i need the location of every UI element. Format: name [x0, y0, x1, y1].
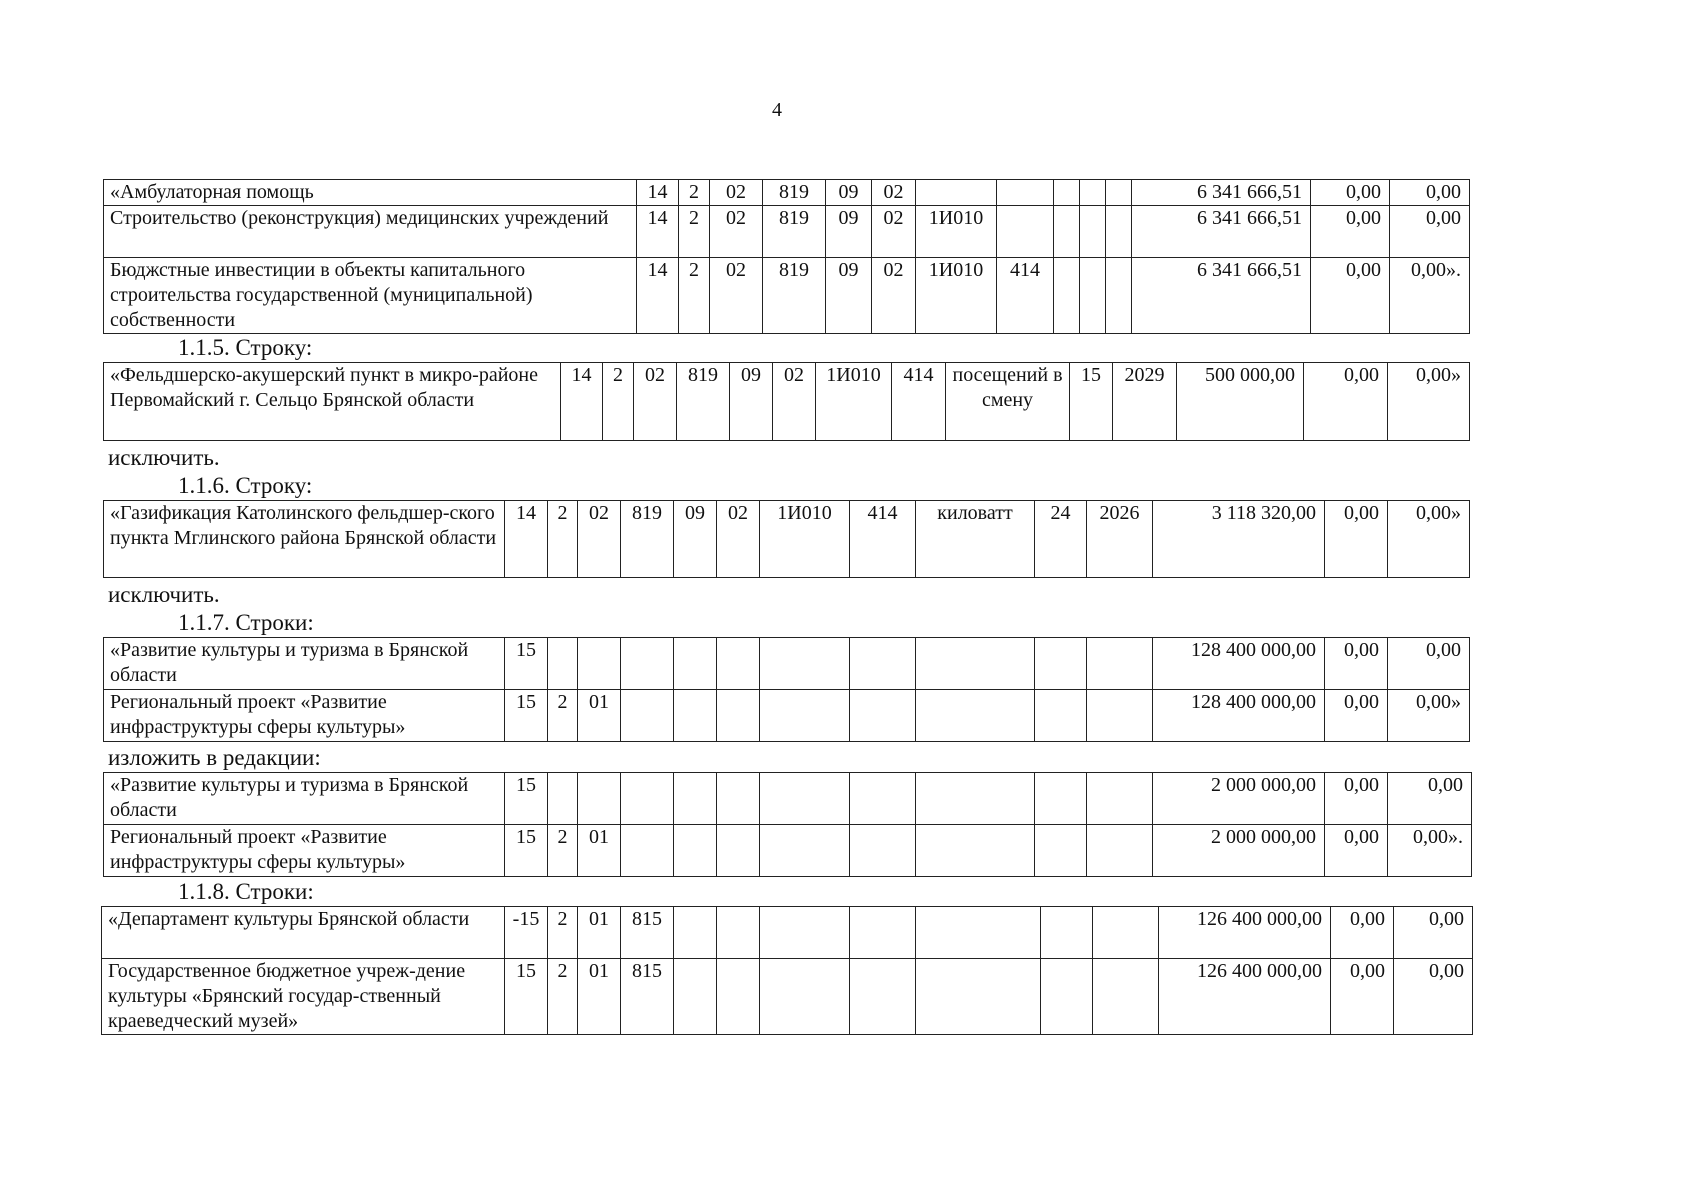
cell-code: 1И010: [916, 206, 997, 258]
cell-amount: 6 341 666,51: [1132, 258, 1311, 334]
cell-code: [1035, 773, 1087, 825]
cell-code: [997, 206, 1054, 258]
cell-code: [1087, 690, 1153, 742]
cell-code: [1035, 638, 1087, 690]
cell-amount: 126 400 000,00: [1159, 959, 1331, 1035]
cell-code: [916, 638, 1035, 690]
cell-code: [578, 773, 621, 825]
cell-amount: 0,00: [1325, 825, 1388, 877]
cell-code: [850, 690, 916, 742]
cell-code: [717, 638, 760, 690]
cell-code: 14: [561, 363, 603, 441]
section-heading-1-1-8: 1.1.8. Строки:: [178, 879, 314, 904]
cell-amount: 0,00: [1388, 638, 1470, 690]
cell-code: [621, 773, 674, 825]
cell-amount: 0,00: [1325, 501, 1388, 578]
row-name: Государственное бюджетное учреж-дение культуры «Брянский государ-ственный краеведческий музей»: [102, 959, 505, 1035]
cell-code: 2: [548, 825, 578, 877]
cell-code: 414: [997, 258, 1054, 334]
cell-amount: 0,00: [1394, 959, 1473, 1035]
cell-code: [1080, 180, 1106, 206]
cell-code: 02: [578, 501, 621, 578]
cell-code: [717, 825, 760, 877]
cell-code: [1087, 638, 1153, 690]
cell-code: [916, 825, 1035, 877]
cell-code: [717, 773, 760, 825]
cell-code: 09: [826, 180, 872, 206]
cell-code: 819: [621, 501, 674, 578]
cell-code: [760, 959, 850, 1035]
row-name: «Фельдшерско-акушерский пункт в микро-районе Первомайский г. Сельцо Брянской области: [104, 363, 561, 441]
table-row: [104, 690, 1470, 742]
cell-code: [1041, 959, 1093, 1035]
cell-amount: 0,00: [1331, 907, 1394, 959]
cell-code: [1054, 258, 1080, 334]
cell-code: [1106, 180, 1132, 206]
cell-code: 09: [826, 258, 872, 334]
section-heading-1-1-6: 1.1.6. Строку:: [178, 473, 313, 498]
cell-amount: 0,00: [1311, 206, 1390, 258]
cell-code: 15: [505, 773, 548, 825]
budget-table-culture-old: [103, 637, 1470, 742]
table-row: [104, 180, 1470, 206]
cell-code: [916, 690, 1035, 742]
cell-code: 02: [872, 206, 916, 258]
cell-code: [548, 638, 578, 690]
cell-code: 2: [548, 907, 578, 959]
cell-code: 2026: [1087, 501, 1153, 578]
cell-amount: 0,00: [1394, 907, 1473, 959]
section-heading-1-1-7: 1.1.7. Строки:: [178, 610, 314, 635]
table-row: [104, 638, 1470, 690]
cell-code: 2: [548, 501, 578, 578]
table-row: [104, 825, 1472, 877]
cell-amount: 500 000,00: [1177, 363, 1304, 441]
cell-code: 2: [548, 959, 578, 1035]
cell-code: [997, 180, 1054, 206]
cell-code: 2: [679, 206, 710, 258]
cell-code: 15: [505, 959, 548, 1035]
cell-code: [674, 825, 717, 877]
cell-code: [916, 959, 1041, 1035]
cell-code: 815: [621, 907, 674, 959]
cell-code: [717, 907, 760, 959]
row-name: «Газификация Католинского фельдшер-ского пункта Мглинского района Брянской области: [104, 501, 505, 578]
table-row: [104, 773, 1472, 825]
cell-amount: 2 000 000,00: [1153, 825, 1325, 877]
cell-code: 414: [850, 501, 916, 578]
cell-code: [1054, 206, 1080, 258]
cell-amount: 0,00: [1325, 773, 1388, 825]
cell-code: [1035, 690, 1087, 742]
cell-code: [621, 690, 674, 742]
cell-amount: 3 118 320,00: [1153, 501, 1325, 578]
cell-code: [1080, 258, 1106, 334]
cell-code: [850, 638, 916, 690]
cell-code: [548, 773, 578, 825]
cell-code: 01: [578, 959, 621, 1035]
cell-code: [850, 907, 916, 959]
table-row: [104, 363, 1470, 441]
cell-amount: 2 000 000,00: [1153, 773, 1325, 825]
cell-code: 1И010: [916, 258, 997, 334]
cell-code: 09: [674, 501, 717, 578]
budget-table-culture-new: [103, 772, 1472, 877]
cell-code: [760, 690, 850, 742]
cell-code: 15: [505, 825, 548, 877]
cell-code: [1093, 907, 1159, 959]
cell-code: 02: [710, 206, 763, 258]
cell-code: [1080, 206, 1106, 258]
table-row: [104, 206, 1470, 258]
cell-code: 2: [679, 180, 710, 206]
cell-amount: 0,00».: [1390, 258, 1470, 334]
cell-code: [1035, 825, 1087, 877]
cell-code: [1087, 825, 1153, 877]
cell-amount: 128 400 000,00: [1153, 690, 1325, 742]
cell-code: 14: [637, 180, 679, 206]
section-heading-1-1-5: 1.1.5. Строку:: [178, 335, 313, 360]
cell-code: 02: [773, 363, 816, 441]
cell-amount: 0,00».: [1388, 825, 1472, 877]
cell-code: 15: [505, 638, 548, 690]
cell-code: 02: [634, 363, 677, 441]
cell-code: [760, 825, 850, 877]
budget-table-feldsher-point: [103, 362, 1470, 441]
cell-code: 09: [826, 206, 872, 258]
exclude-text: исключить.: [108, 582, 220, 607]
cell-code: 15: [505, 690, 548, 742]
cell-code: 2: [548, 690, 578, 742]
cell-code: 15: [1070, 363, 1113, 441]
budget-table-culture-department: [101, 906, 1473, 1035]
cell-amount: 0,00: [1304, 363, 1388, 441]
cell-amount: 0,00: [1388, 773, 1472, 825]
cell-code: [916, 907, 1041, 959]
cell-code: 01: [578, 690, 621, 742]
row-name: «Амбулаторная помощь: [104, 180, 637, 206]
cell-code: [760, 773, 850, 825]
cell-amount: 0,00: [1390, 180, 1470, 206]
cell-code: 2: [603, 363, 634, 441]
restate-text: изложить в редакции:: [108, 745, 321, 770]
cell-code: 09: [730, 363, 773, 441]
cell-code: 819: [677, 363, 730, 441]
cell-code: [760, 907, 850, 959]
cell-amount: 0,00: [1325, 690, 1388, 742]
cell-code: [621, 638, 674, 690]
cell-code: 1И010: [816, 363, 892, 441]
cell-unit: киловатт: [916, 501, 1035, 578]
cell-code: 819: [763, 180, 826, 206]
cell-code: 414: [892, 363, 946, 441]
cell-amount: 0,00»: [1388, 690, 1470, 742]
cell-code: [578, 638, 621, 690]
cell-code: [916, 773, 1035, 825]
cell-amount: 0,00: [1390, 206, 1470, 258]
cell-code: 14: [637, 206, 679, 258]
cell-code: 02: [717, 501, 760, 578]
cell-code: 02: [872, 258, 916, 334]
cell-code: [674, 907, 717, 959]
budget-table-ambulatory: [103, 179, 1470, 334]
cell-code: [1041, 907, 1093, 959]
cell-code: [1054, 180, 1080, 206]
table-row: [104, 501, 1470, 578]
cell-amount: 6 341 666,51: [1132, 180, 1311, 206]
cell-code: [674, 638, 717, 690]
cell-code: 815: [621, 959, 674, 1035]
budget-table-gasification: [103, 500, 1470, 578]
row-name: Строительство (реконструкция) медицинских учреждений: [104, 206, 637, 258]
table-row: [104, 258, 1470, 334]
cell-code: 2: [679, 258, 710, 334]
page-number: 4: [772, 99, 782, 121]
cell-code: [850, 959, 916, 1035]
cell-amount: 0,00»: [1388, 363, 1470, 441]
cell-code: [850, 825, 916, 877]
cell-code: 1И010: [760, 501, 850, 578]
cell-code: [621, 825, 674, 877]
cell-code: [717, 690, 760, 742]
cell-code: 02: [710, 258, 763, 334]
cell-code: 819: [763, 258, 826, 334]
table-row: [102, 907, 1473, 959]
row-name: Региональный проект «Развитие инфраструктуры сферы культуры»: [104, 690, 505, 742]
cell-code: 02: [872, 180, 916, 206]
cell-amount: 6 341 666,51: [1132, 206, 1311, 258]
cell-code: 819: [763, 206, 826, 258]
exclude-text: исключить.: [108, 445, 220, 470]
cell-code: [1093, 959, 1159, 1035]
cell-code: 2029: [1113, 363, 1177, 441]
row-name: Региональный проект «Развитие инфраструктуры сферы культуры»: [104, 825, 505, 877]
row-name: Бюджстные инвестиции в объекты капитального строительства государственной (муниципальной) собственности: [104, 258, 637, 334]
cell-amount: 0,00: [1311, 180, 1390, 206]
cell-code: [674, 773, 717, 825]
row-name: «Развитие культуры и туризма в Брянской области: [104, 773, 505, 825]
cell-code: [850, 773, 916, 825]
cell-code: -15: [505, 907, 548, 959]
cell-code: [1087, 773, 1153, 825]
cell-code: [674, 959, 717, 1035]
cell-code: [1106, 258, 1132, 334]
row-name: «Развитие культуры и туризма в Брянской области: [104, 638, 505, 690]
cell-amount: 0,00»: [1388, 501, 1470, 578]
cell-code: 14: [637, 258, 679, 334]
cell-unit: посещений в смену: [946, 363, 1070, 441]
cell-code: [1106, 206, 1132, 258]
row-name: «Департамент культуры Брянской области: [102, 907, 505, 959]
cell-amount: 128 400 000,00: [1153, 638, 1325, 690]
cell-amount: 0,00: [1311, 258, 1390, 334]
cell-code: [717, 959, 760, 1035]
cell-code: 02: [710, 180, 763, 206]
cell-amount: 0,00: [1325, 638, 1388, 690]
cell-code: [674, 690, 717, 742]
cell-code: 14: [505, 501, 548, 578]
table-row: [102, 959, 1473, 1035]
cell-code: [760, 638, 850, 690]
cell-code: 01: [578, 907, 621, 959]
cell-code: [916, 180, 997, 206]
cell-code: 24: [1035, 501, 1087, 578]
cell-amount: 0,00: [1331, 959, 1394, 1035]
cell-code: 01: [578, 825, 621, 877]
cell-amount: 126 400 000,00: [1159, 907, 1331, 959]
